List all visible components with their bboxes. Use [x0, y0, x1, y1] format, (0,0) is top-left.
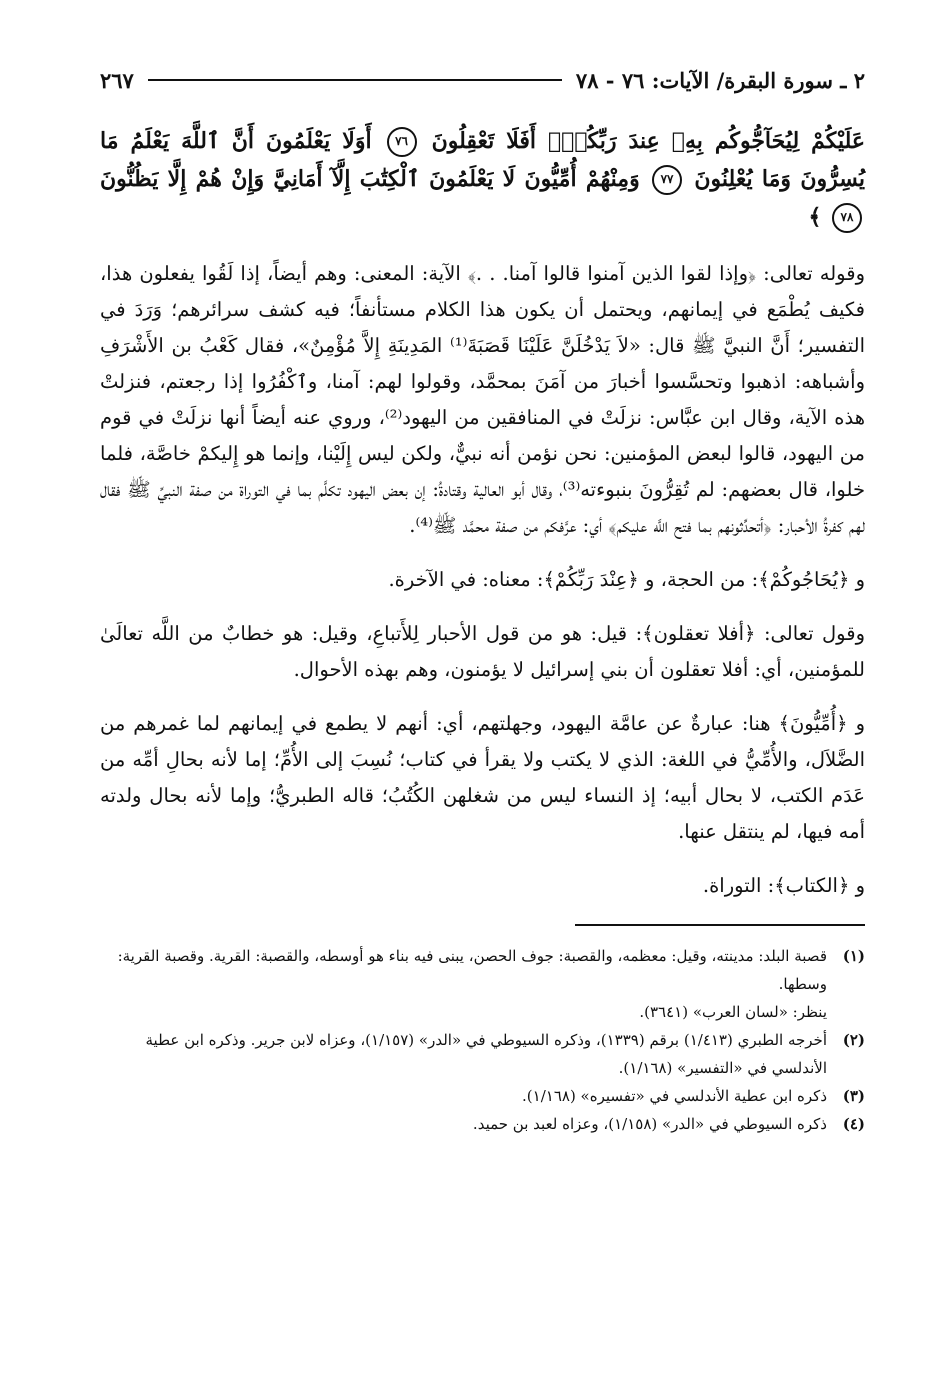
footnote-number: (٣) — [842, 1087, 865, 1105]
footnotes — [100, 942, 865, 1138]
running-header — [100, 60, 865, 100]
footnote-number: (٢) — [842, 1031, 865, 1049]
footnote — [100, 1026, 865, 1082]
ayah-number-marker: ٧٨ — [832, 203, 862, 233]
quran-end-bracket: ﴾ — [808, 204, 822, 230]
ayah-number-marker: ٧٦ — [387, 127, 417, 157]
footnote-text: ذكره ابن عطية الأندلسي في «تفسيره» (١/١٦٨). — [522, 1087, 827, 1105]
footnote-number: (٤) — [842, 1115, 865, 1133]
commentary-paragraph: وقوله تعالى: ﴿وإذا لقوا الذين آمنوا قالوا آمنا. . .﴾ الآية: المعنى: وهم أيضاً، إذا لَقُوا يفعلون هذا، فكيف يُطْمَع في إيمانهم، ويحتمل أن يكون هذا الكلام مستأنفاً؛ فيه كشف سرائرهم؛ وَرَدَ في التفسير؛ أَنَّ النبيَّ ﷺ قال: «لاَ يَدْخُلَنَّ عَلَيْنَا قَصَبَةَ⁽¹⁾ المَدِينَةِ إِلاَّ مُؤْمِنٌ»، فقال كَعْبُ بن الأَشْرَفِ وأشباهه: اذهبوا وتحسَّسوا أخبارَ من آمَنَ بمحمَّد، وقولوا لهم: آمنا، وٱكْفُرُوا إذا رجعتم، فنزلتْ هذه الآية، وقال ابن عبَّاس: نزلَتْ في المنافقين من اليهود⁽²⁾، وروي عنه أيضاً أنها نزلَتْ في قوم من اليهود، قالوا لبعض المؤمنين: نحن نؤمن أنه نبيٌّ، ولكن ليس إِلَيْنا، وإنما هو إِليكمْ خاصَّة، فلما خلوا، قال بعضهم: لم تُقِرُّونَ بنبوءته⁽³⁾، وقال أبو العالية وقتادةُ: إن بعض اليهود تكلَّم بما في التوراة من صفة النبيِّ ﷺ فقال لهم كفرةُ الأحبار: ﴿أتحدِّثونهم بما فتح اللَّه عليكم﴾ أي: عرَّفكم من صفة محمَّد ﷺ⁽⁴⁾. — [100, 262, 865, 537]
quran-text-1: عَلَيْكُمْ لِيُحَآجُّوكُم بِهِۦ عِندَ رَبِّكُمْۚ أَفَلَا تَعْقِلُونَ — [431, 128, 866, 154]
header-rule — [148, 79, 562, 81]
footnote-number: (١) — [842, 947, 865, 965]
footnote — [100, 1082, 865, 1110]
footnote — [100, 942, 865, 1026]
quran-verse-block — [100, 122, 865, 236]
footnote-text: قصبة البلد: مدينته، وقيل: معظمه، والقصبة: جوف الحصن، يبنى فيه بناء هو أوسطه، والقصبة: القرية. وقصبة القرية: وسطها. — [117, 947, 827, 993]
page-number: ٢٦٧ — [100, 67, 134, 93]
footnote-separator-row — [100, 904, 865, 942]
page — [100, 60, 865, 1138]
footnote — [100, 1110, 865, 1138]
footnote-text: ينظر: «لسان العرب» (٣٦٤١). — [639, 1003, 827, 1021]
commentary-paragraph: و ﴿يُحَاجُوكُمْ﴾: من الحجة، و ﴿عِنْدَ رَبِّكُمْ﴾: معناه: في الآخرة. — [388, 568, 865, 591]
footnote-text: ذكره السيوطي في «الدر» (١/١٥٨)، وعزاه لعبد بن حميد. — [472, 1115, 827, 1133]
commentary-paragraph: وقول تعالى: ﴿أفلا تعقلون﴾: قيل: هو من قول الأحبار لِلأَتباعِ، وقيل: هو خطابٌ من اللَّه تعالَىٰ للمؤمنين، أي: أفلا تعقلون أن بني إسرائيل لا يؤمنون، وهم بهذه الأحوال. — [100, 622, 865, 681]
commentary-paragraph: و ﴿أُمِّيُّونَ﴾ هنا: عبارةٌ عن عامَّة اليهود، وجهلتهم، أي: أنهم لا يطمع في إيمانهم لما غمرهم من الضَّلاَل، والأُمِّيُّ في اللغة: الذي لا يكتب ولا يقرأ في كتاب؛ نُسِبَ إلى الأُمِّ؛ إما لأنه بحالِ أمِّه من عَدَم الكتب، لا بحال أبيه؛ إذ النساء ليس من شغلهن الكُتُبُ؛ قاله الطبريُّ؛ وإما لأنه بحال ولدته أمه فيها، لم ينتقل عنها. — [100, 712, 865, 843]
ayah-number-marker: ٧٧ — [652, 165, 682, 195]
quran-text-2: أَوَلَا يَعْلَمُونَ أَنَّ ٱللَّهَ يَعْلَمُ مَا يُسِرُّونَ وَمَا يُعْلِنُونَ — [100, 128, 865, 192]
footnote-text: أخرجه الطبري (١/٤١٣) برقم (١٣٣٩)، وذكره السيوطي في «الدر» (١/١٥٧)، وعزاه لابن جرير. وذكره ابن عطية الأندلسي في «التفسير» (١/١٦٨). — [145, 1031, 827, 1077]
footnote-separator — [575, 924, 865, 926]
header-title: ٢ ـ سورة البقرة/ الآيات: ٧٦ - ٧٨ — [575, 67, 865, 93]
quran-text-3: وَمِنْهُمْ أُمِّيُّونَ لَا يَعْلَمُونَ ٱلْكِتَٰبَ إِلَّآ أَمَانِيَّ وَإِنْ هُمْ إِلَّا يَظُنُّونَ — [100, 166, 640, 192]
commentary-paragraph: و ﴿الكتاب﴾: التوراة. — [702, 874, 865, 897]
